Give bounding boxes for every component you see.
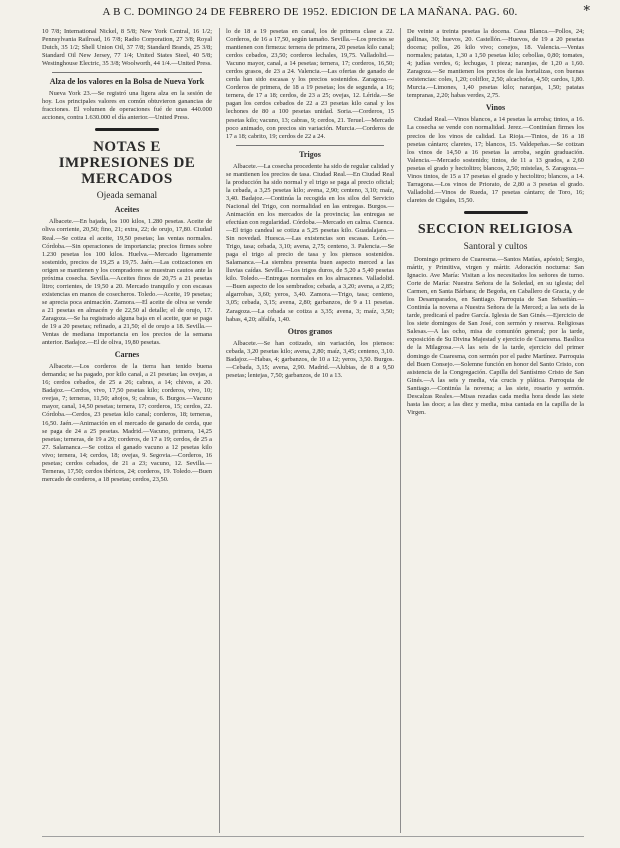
market-report-continued: lo de 18 a 19 pesetas en canal, los de primera clase a 22. Corderos, de 16 a 17,50, según tamaño. Sevilla.—Los precios se mantienen con firmeza: ternera de primera, 20 pesetas kilo canal; cerdos cebados, 23,50; corderos lechales, 19,75. Valladolid.—Vacuno mayor, canal, a 14 pesetas; ternera, 17; corderos, 16,50; cerdos grasos, de 23 a 24. Valencia.—Las ofertas de ganado de cerda han sido escasas y los precios sostenidos. Zaragoza.—Corderos de primera, de 18 a 19 pesetas; los de segunda, a 16; ternera, de 17 a 18; cerdos, de 23 a 25; ovejas, 12. Lérida.—Se pagan los cerdos cebados de 22 a 23 pesetas kilo canal y los lechones de 80 a 100 pesetas unidad. Soria.—Corderos, 15 pesetas kilo; vacuno, 13; cabras, 9; cerdos, 21. Teruel.—Mercado poco animado, con precios sin variación. Murcia.—Corderos de 17 a 18; cabrito, 19; cerdos de 22 a 24. xyxy=(226,28,394,140)
section-title-notas: NOTAS E IMPRESIONES DE MERCADOS xyxy=(58,139,196,188)
section-rule xyxy=(52,72,202,73)
religious-notices: Domingo primero de Cuaresma.—Santos Matías, apóstol; Sergio, mártir, y Primitiva, virgen y mártir. Adoración nocturna: San Ignacio. Ave María: Visitan a los necesitados los señores de turno. Corte de María: Nuestra Señora de la Soledad, en su iglesia; del Carmen, en Santa Bárbara; de Begoña, en Caballero de Gracia, y de los Desamparados, en Santiago. Parroquia de San Sebastián.—Continúa la novena a Nuestra Señora de la Merced; a las seis de la tarde, predicará el padre García. Iglesia de San Ginés.—Ejercicio de los siete domingos de San José, con sermón y reserva. Religiosas Salesas.—A las ocho, misa de comunión general; por la tarde, exposición de Su Divina Majestad y ejercicio de Cuaresma. Basílica de la Milagrosa.—A las seis de la tarde, ejercicio del primer domingo de Cuaresma, con sermón por el padre Martínez. Parroquia del Buen Consejo.—Solemne función en honor del Santo Cristo, con asistencia de la Congregación. Capilla del Santísimo Cristo de San Ginés.—A las seis y media, vía crucis y plática. Parroquia de Santiago.—Continúa la novena; a las siete, rosario y sermón. Descalzas Reales.—Misas rezadas cada media hora desde las siete hasta las doce; a las diez y media, misa cantada en la capilla de la Virgen. xyxy=(407,255,584,416)
category-heading-vinos: Vinos xyxy=(485,103,506,113)
section-title-religiosa: SECCION RELIGIOSA xyxy=(417,221,574,237)
page-header: A B C. DOMINGO 24 DE FEBRERO DE 1952. EDICION DE LA MAÑANA. PAG. 60. xyxy=(102,6,518,18)
column-divider xyxy=(400,28,401,833)
market-report-trigos: Albacete.—La cosecha procedente ha sido de regular calidad y se mantienen los precios de tasa. Ciudad Real.—En Ciudad Real la producción ha sido normal y el trigo se paga al precio oficial; la cebada, a 3,25 pesetas kilo; avena, 2,90; centeno, 3,10; maíz, 3,40. Badajoz.—Continúa la recogida en los silos del Servicio Nacional del Trigo, con normalidad en las entregas. Burgos.—Animación en los mercados de la provincia; las entregas se efectúan con regularidad. Córdoba.—Mercado en calma. Cuenca.—El trigo candeal se cotiza a 5,25 pesetas kilo. Guadalajara.—Sin novedad. Huesca.—Las existencias son escasas. León.—Trigo, tasa; cebada, 3,10; avena, 2,75; centeno, 3. Palencia.—Se paga el trigo al precio de tasa y los piensos sostenidos. Salamanca.—La siembra presenta buen aspecto merced a las lluvias caídas. Sevilla.—Los trigos duros, de 5,20 a 5,40 pesetas kilo. Toledo.—Entregas normales en los almacenes. Valladolid.—Buen aspecto de los sembrados; cebada, a 3,20; avena, a 2,85; algarrobas, 3,60; yeros, 3,40. Zamora.—Trigo, tasa; centeno, 3,05; cebada, 3,15; avena, 2,80; garbanzos, de 9 a 11 pesetas. Zaragoza.—La cebada se cotiza a 3,35; avena, 3; maíz, 3,50; habas, 4,20; alfalfa, 1,40. xyxy=(226,162,394,323)
market-report-vinos: Ciudad Real.—Vinos blancos, a 14 pesetas la arroba; tintos, a 16. La cosecha se vende con normalidad. Jerez.—Continúan firmes los precios de los vinos de calidad. La Rioja.—Tintos, de 16 a 18 pesetas cántaro; claretes, 17; blancos, 15. Valdepeñas.—Se cotizan los vinos de 14,50 a 16 pesetas la arroba, según graduación. Valencia.—Mercado sostenido; tintos, de 11 a 13 grados, a 2,60 pesetas el grado y hectolitro; blancos, 2,50; mistelas, 5. Zaragoza.—Vinos tintos, de 15 a 17 pesetas el grado y hectolitro; blancos, a 14. Tarragona.—Los vinos de Priorato, de 2,80 a 3 pesetas el grado. Valladolid.—Vinos de Rueda, 17 pesetas cántaro; de Toro, 16; claretes de Cigales, 15,50. xyxy=(407,116,584,204)
market-report-carnes: Albacete.—Los corderos de la tierra han tenido buena demanda; se ha pagado, por kilo canal, a 21 pesetas; las ovejas, a 16; cerdos cebados, de 25 a 26; cabras, a 14; chivos, a 20. Badajoz.—Cerdos, vivo, 17,50 pesetas kilo; corderos, vivo, 10; ovejas, 7; terneras, 11,50; añojos, 9; cabras, 6. Burgos.—Vacuno mayor, canal, 14,50 pesetas; ternera, 17; corderos, 15; cerdos, 22. Córdoba.—Cerdos, 23 pesetas kilo canal; corderos, 18; terneras, 16,50. Jaén.—Animación en el mercado de ganado de cerda, que se paga de 24 a 25 pesetas. Madrid.—Vacuno, primera, 14,25 pesetas; terneras, de 19 a 20; corderos, de 17 a 19; cerdos, de 25 a 27. Salamanca.—Se cotiza el ganado vacuno a 12 pesetas kilo vivo; ternera, 14; cerdos, 18; ovejas, 9. Segovia.—Corderos, 16 pesetas; cerdos cebados, de 21 a 23; vacuno, 12. Sevilla.—Terneras, 17,50; cerdos ibéricos, 24; corderos, 19. Toledo.—Buen mercado de corderos, a 18 pesetas; cerdos, 23,50. xyxy=(42,363,212,483)
article-heading: Alza de los valores en la Bolsa de Nueva York xyxy=(49,77,205,87)
column-3 xyxy=(407,28,584,833)
market-report-continued: De veinte a treinta pesetas la docena. Casa Blanca.—Pollos, 24; gallinas, 30; huevos, 20. Castellón.—Huevos, de 19 a 20 pesetas docena; pollos, 26 kilo vivo; conejos, 18. Valencia.—Ventas normales; patatas, 1,30 a 1,50 pesetas kilo; cebollas, 0,80; tomates, 4; judías verdes, 6; lechugas, 1 pieza; naranjas, de 1,20 a 1,60. Zaragoza.—Se mantienen los precios de las hortalizas, con buenas existencias: coles, 1,20; coliflor, 2,50; alcachofas, 4,50; cardos, 1,80. Murcia.—Limones, 1,40 pesetas kilo; naranjas, 1,50; patatas tempranas, 2,20; habas verdes, 2,75. xyxy=(407,28,584,100)
subsection-title: Santoral y cultos xyxy=(463,241,528,252)
subsection-title: Ojeada semanal xyxy=(96,191,158,202)
market-report-aceites: Albacete.—En bajada, los 100 kilos, 1.280 pesetas. Aceite de oliva corriente, 20,50; fino, 21; extra, 22; de orujo, 17,80. Ciudad Real.—Se cotiza el aceite, 19,50 pesetas; las ventas normales. Córdoba.—Sin operaciones de importancia; precios firmes sobre 1.230 pesetas los 100 kilos. Huelva.—Mercado ligeramente sostenido, precios de 19,25 a 19,75. Jaén.—Las cotizaciones en origen se mantienen y los compradores se muestran cautos ante la próxima cosecha. Sevilla.—Aceites finos de 20,75 a 21 pesetas litro; corrientes, de 19,50 a 20. Mercado tranquilo y con escasas existencias en manos de cosecheros. Toledo.—Aceite, 19 pesetas; se aprecia poca animación. Zamora.—El aceite de oliva se vende a 21 pesetas en almacén y de 22,50 al detalle; el de orujo, 17. Zaragoza.—Se ha registrado alguna baja en el aceite, que se paga de 19 a 20 pesetas; refinado, a 21,50; el de orujo a 18. Sevilla.—Ventas de mediana importancia en los precios de la semana anterior. Badajoz.—El de oliva, 19,80 pesetas. xyxy=(42,218,212,347)
category-heading-aceites: Aceites xyxy=(114,205,140,215)
category-heading-otros-granos: Otros granos xyxy=(287,326,333,336)
stock-list-continued: 10 7/8; International Nickel, 8 5/8; New York Central, 16 1/2; Pennsylvania Railroad, 16 7/8; Radio Corporation, 27 3/8; Royal Dutch, 35 1/2; Shell Union Oil, 37 7/8; Standard Brands, 25 3/8; Standard Oil New Jersey, 77 1/4; United States Steel, 40 5/8; Westinghouse Electric, 35 3/8; Woolworth, 44 1/4.—United Press. xyxy=(42,28,212,68)
column-1 xyxy=(42,28,212,833)
header-star: * xyxy=(583,4,590,19)
ornament-rule xyxy=(407,209,584,217)
section-rule xyxy=(236,145,384,146)
article-body: Nueva York 23.—Se registró una ligera alza en la sesión de hoy. Los principales valores en común obtuvieron ganancias de fracciones. El volumen de operaciones fué de unas 440.000 acciones, contra 1.630.000 el día anterior.—United Press. xyxy=(42,90,212,122)
column-2 xyxy=(226,28,394,833)
market-report-otros-granos: Albacete.—Se han cotizado, sin variación, los piensos: cebada, 3,20 pesetas kilo; avena, 2,80; maíz, 3,45; centeno, 3,10. Badajoz.—Habas, 4; garbanzos, de 10 a 12; yeros, 3,50. Burgos.—Cebada, 3,15; avena, 2,90. Madrid.—Alubias, de 8 a 9,50 pesetas; lentejas, 7,50; garbanzos, de 10 a 13. xyxy=(226,339,394,379)
ornament-rule xyxy=(42,126,212,134)
column-divider xyxy=(219,28,220,833)
footer-rule xyxy=(42,836,584,837)
category-heading-trigos: Trigos xyxy=(299,149,321,159)
category-heading-carnes: Carnes xyxy=(114,350,140,360)
